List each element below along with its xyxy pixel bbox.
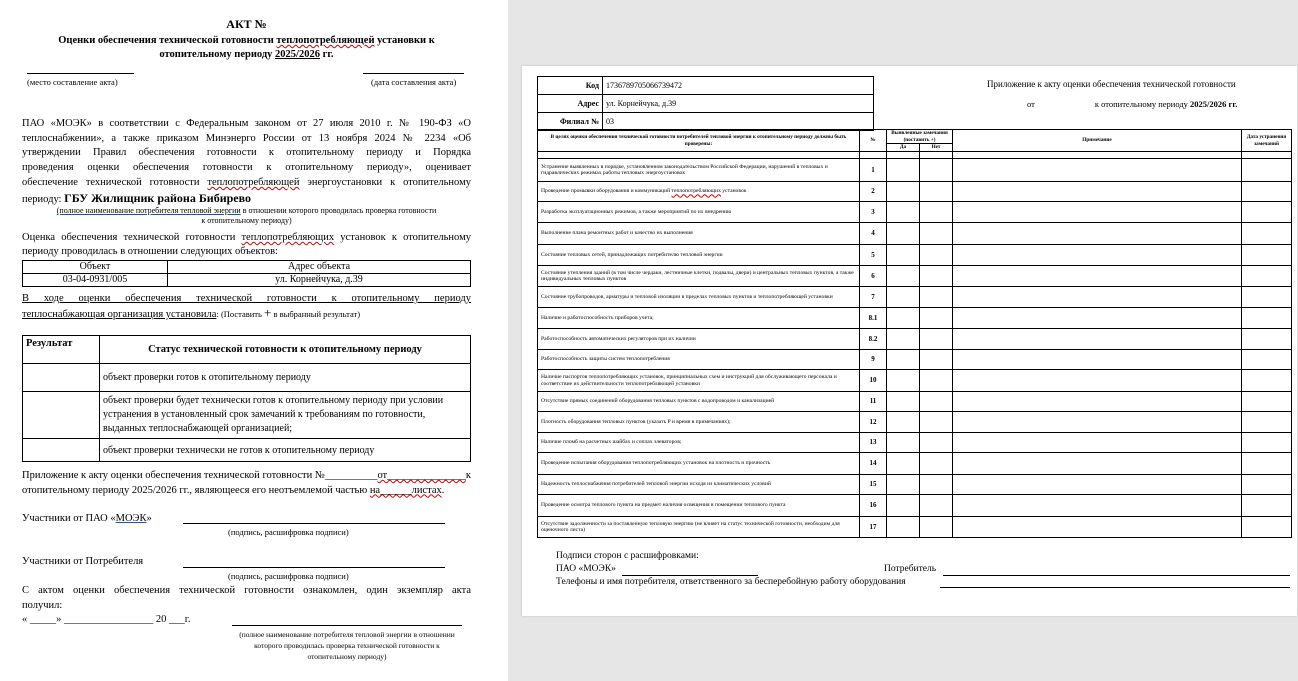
act-page xyxy=(0,0,508,681)
check-item-text: Плотность оборудования тепловых пунктов (указать P и время в примечаниях); xyxy=(538,412,860,433)
check-date-cell[interactable] xyxy=(1242,495,1292,517)
checklist-row xyxy=(538,370,1292,392)
kod-label: Код xyxy=(538,77,603,95)
check-item-number: 10 xyxy=(860,370,887,392)
checklist-row xyxy=(538,308,1292,329)
checklist-row xyxy=(538,202,1292,223)
appendix-paragraph: Приложение к акту оценки обеспечения технической готовности №__________от_______________к отопительному периоду 2025/2026 гг., являющееся его неотъемлемой частью на______листах. xyxy=(22,470,471,496)
result-cell-1[interactable] xyxy=(23,364,100,392)
checklist-row xyxy=(538,495,1292,517)
signs-consumer-label: Потребитель xyxy=(884,564,937,574)
check-item-text: Проведение испытания оборудования теплопотребляющих установок на плотность и прочность xyxy=(538,453,860,475)
check-yes-cell[interactable] xyxy=(887,392,920,412)
check-item-text: Выполнение плана ремонтных работ и качество их выполнения xyxy=(538,223,860,245)
check-note-cell[interactable] xyxy=(953,223,1242,245)
check-no-cell[interactable] xyxy=(920,245,953,266)
objects-paragraph: Оценка обеспечения технической готовности теплопотребляющих установок к отопительному периоду проводилась в отношении следующих объектов: xyxy=(22,232,471,257)
check-item-number: 7 xyxy=(860,287,887,308)
result-head: Результат xyxy=(23,336,100,364)
check-item-number: 5 xyxy=(860,245,887,266)
check-yes-cell[interactable] xyxy=(887,308,920,329)
result-cell-3[interactable] xyxy=(23,439,100,462)
checklist-row xyxy=(538,517,1292,538)
check-no-cell[interactable] xyxy=(920,159,953,182)
check-item-text: Работоспособность автоматических регуляторов при их наличии xyxy=(538,329,860,350)
check-item-number: 11 xyxy=(860,392,887,412)
checklist-row xyxy=(538,182,1292,202)
check-note-cell[interactable] xyxy=(953,412,1242,433)
checklist-row xyxy=(538,475,1292,495)
check-item-text: Отсутствие задолженности за поставленную тепловую энергию (не влияет на статус технической готовности, необходим для оценочного листа) xyxy=(538,517,860,538)
check-item-text: Наличие пломб на расчетных шайбах и соплах элеваторов; xyxy=(538,433,860,453)
consumer-name: ГБУ Жилищник района Бибирево xyxy=(64,190,252,205)
final-signature-note: (полное наименование потребителя тепловой энергии в отношении которого проводилась проверка технической готовности к отопительному периоду) xyxy=(239,630,455,661)
check-date-cell[interactable] xyxy=(1242,287,1292,308)
check-yes-cell[interactable] xyxy=(887,223,920,245)
status-not-ready: объект проверки технически не готов к отопительному периоду xyxy=(100,439,471,462)
check-note-cell[interactable] xyxy=(953,245,1242,266)
check-item-text: Проведение осмотра теплового пункта на предмет наличия освещения в помещении теплового пункта xyxy=(538,495,860,517)
check-no-cell[interactable] xyxy=(920,495,953,517)
check-item-number: 6 xyxy=(860,266,887,287)
checklist-row xyxy=(538,245,1292,266)
check-item-text: Разработка эксплуатационных режимов, а также мероприятий по их внедрению xyxy=(538,202,860,223)
head-num: № xyxy=(860,130,887,152)
check-date-cell[interactable] xyxy=(1242,517,1292,538)
check-item-number: 2 xyxy=(860,182,887,202)
signs-moek-line[interactable] xyxy=(622,575,758,576)
status-head: Статус технической готовности к отопительному периоду xyxy=(100,336,471,364)
check-no-cell[interactable] xyxy=(920,287,953,308)
check-no-cell[interactable] xyxy=(920,350,953,370)
consumer-participants-label: Участники от Потребителя xyxy=(22,556,144,567)
acquainted-date[interactable]: « _____» _________________ 20 ___г. xyxy=(22,614,191,625)
check-item-number: 8.2 xyxy=(860,329,887,350)
appendix-subtitle: от к отопительному периоду 2025/2026 гг. xyxy=(1027,99,1238,109)
branch-label: Филиал № xyxy=(538,113,603,131)
check-date-cell[interactable] xyxy=(1242,370,1292,392)
check-yes-cell[interactable] xyxy=(887,159,920,182)
kod-table xyxy=(537,76,874,131)
checklist-row xyxy=(538,392,1292,412)
check-item-number: 3 xyxy=(860,202,887,223)
check-no-cell[interactable] xyxy=(920,475,953,495)
object-address: ул. Корнейчука, д.39 xyxy=(168,274,471,287)
check-date-cell[interactable] xyxy=(1242,223,1292,245)
act-title: АКТ № xyxy=(226,17,267,31)
check-yes-cell[interactable] xyxy=(887,245,920,266)
check-note-cell[interactable] xyxy=(953,266,1242,287)
date-label: (дата составления акта) xyxy=(371,77,457,87)
check-item-number: 1 xyxy=(860,159,887,182)
appendix-title: Приложение к акту оценки обеспечения технической готовности xyxy=(987,79,1236,89)
objects-head-object: Объект xyxy=(23,261,168,274)
head-date: Дата устранения замечаний xyxy=(1242,130,1292,152)
check-no-cell[interactable] xyxy=(920,433,953,453)
signs-phones-line[interactable] xyxy=(940,587,1290,588)
check-item-text: Проведение промывки оборудования и коммуникаций теплопотребляющих установок xyxy=(538,182,860,202)
checklist-row xyxy=(538,223,1292,245)
check-note-cell[interactable] xyxy=(953,392,1242,412)
check-note-cell[interactable] xyxy=(953,453,1242,475)
check-date-cell[interactable] xyxy=(1242,453,1292,475)
consumer-note: (полное наименование потребителя тепловой энергии в отношении которого проводилась проверка готовности к отопительному периоду) xyxy=(56,206,437,225)
check-item-text: Наличие и работоспособность приборов учета; xyxy=(538,308,860,329)
check-date-cell[interactable] xyxy=(1242,202,1292,223)
checklist-row xyxy=(538,287,1292,308)
check-date-cell[interactable] xyxy=(1242,308,1292,329)
check-date-cell[interactable] xyxy=(1242,182,1292,202)
check-yes-cell[interactable] xyxy=(887,287,920,308)
check-note-cell[interactable] xyxy=(953,350,1242,370)
check-item-number: 9 xyxy=(860,350,887,370)
check-item-number: 14 xyxy=(860,453,887,475)
result-table xyxy=(22,335,471,462)
check-item-number: 4 xyxy=(860,223,887,245)
head-note: Примечание xyxy=(953,130,1242,152)
moek-signature-label: (подпись, расшифровка подписи) xyxy=(228,527,349,537)
check-note-cell[interactable] xyxy=(953,159,1242,182)
check-item-text: Состояние трубопроводов, арматуры и тепловой изоляции в пределах тепловых пунктов и теплопотребляющей установки xyxy=(538,287,860,308)
place-label: (место составление акта) xyxy=(27,77,118,87)
place-line[interactable] xyxy=(27,73,134,74)
consumer-signature-line[interactable] xyxy=(183,567,445,568)
check-item-text: Устранение выявленных в порядке, установленном законодательством Российской Федерации, нарушений в тепловых и гидравлических режимах работы тепловых энергоустановок xyxy=(538,159,860,182)
check-item-text: Наличие паспортов теплопотребляющих установок, принципиальных схем и инструкций для обслуживающего персонала и соответствие их действительности теплопотребляющей установки xyxy=(538,370,860,392)
check-item-text: Отсутствие прямых соединений оборудования тепловых пунктов с водопроводом и канализацией xyxy=(538,392,860,412)
check-note-cell[interactable] xyxy=(953,182,1242,202)
check-no-cell[interactable] xyxy=(920,223,953,245)
check-item-number: 12 xyxy=(860,412,887,433)
check-no-cell[interactable] xyxy=(920,517,953,538)
head-no: Нет xyxy=(920,144,953,152)
check-note-cell[interactable] xyxy=(953,287,1242,308)
head-yes: Да xyxy=(887,144,920,152)
check-yes-cell[interactable] xyxy=(887,202,920,223)
check-item-text: Состояние тепловых сетей, принадлежащих потребителю тепловой энергии xyxy=(538,245,860,266)
check-note-cell[interactable] xyxy=(953,495,1242,517)
check-yes-cell[interactable] xyxy=(887,182,920,202)
moek-signature-line[interactable] xyxy=(183,523,445,524)
signs-title: Подписи сторон с расшифровками: xyxy=(556,551,699,561)
appendix-page xyxy=(522,66,1297,616)
check-no-cell[interactable] xyxy=(920,453,953,475)
check-item-number: 13 xyxy=(860,433,887,453)
check-item-text: Надежность теплоснабжения потребителей тепловой энергии исходя из климатических условий xyxy=(538,475,860,495)
intro-paragraph: ПАО «МОЭК» в соответствии с Федеральным законом от 27 июля 2010 г. № 190-ФЗ «О теплоснабжении», а также приказом Минэнерго России от 13 ноября 2024 № 2234 «Об утверждении Правил обеспечения готовности к отопительному периоду и Порядка проведения оценки обеспечения готовности к отопительному периоду», оценивает обеспечение технической готовности теплопотребляющей энергоустановки к отопительному периоду: ГБУ Жилищник района Бибирево xyxy=(22,118,472,205)
check-yes-cell[interactable] xyxy=(887,370,920,392)
check-item-text: Работоспособность защиты систем теплопотребления xyxy=(538,350,860,370)
check-item-number: 8.1 xyxy=(860,308,887,329)
check-date-cell[interactable] xyxy=(1242,433,1292,453)
check-date-cell[interactable] xyxy=(1242,412,1292,433)
checklist-row xyxy=(538,453,1292,475)
check-note-cell[interactable] xyxy=(953,433,1242,453)
head-found: Выявленные замечания (поставить +) xyxy=(887,130,953,144)
check-item-number: 16 xyxy=(860,495,887,517)
address-label: Адрес xyxy=(538,95,603,113)
check-note-cell[interactable] xyxy=(953,308,1242,329)
check-note-cell[interactable] xyxy=(953,517,1242,538)
final-signature-line[interactable] xyxy=(232,625,462,626)
objects-head-address: Адрес объекта xyxy=(168,261,471,274)
check-yes-cell[interactable] xyxy=(887,475,920,495)
check-no-cell[interactable] xyxy=(920,202,953,223)
kod-value: 1736789705066739472 xyxy=(603,77,874,95)
signs-moek-label: ПАО «МОЭК» xyxy=(556,564,616,574)
check-date-cell[interactable] xyxy=(1242,245,1292,266)
check-note-cell[interactable] xyxy=(953,370,1242,392)
check-yes-cell[interactable] xyxy=(887,433,920,453)
check-no-cell[interactable] xyxy=(920,182,953,202)
act-subtitle: Оценки обеспечения технической готовности теплопотребляющей установки к отопительному периоду 2025/2026 гг. xyxy=(58,35,435,60)
check-no-cell[interactable] xyxy=(920,266,953,287)
check-date-cell[interactable] xyxy=(1242,475,1292,495)
check-yes-cell[interactable] xyxy=(887,266,920,287)
signs-consumer-line[interactable] xyxy=(943,575,1290,576)
status-ready: объект проверки готов к отопительному периоду xyxy=(100,364,471,392)
consumer-signature-label: (подпись, расшифровка подписи) xyxy=(228,571,349,581)
checklist-row xyxy=(538,412,1292,433)
result-cell-2[interactable] xyxy=(23,392,100,439)
checklist-table xyxy=(537,129,1292,538)
check-note-cell[interactable] xyxy=(953,202,1242,223)
check-date-cell[interactable] xyxy=(1242,159,1292,182)
check-no-cell[interactable] xyxy=(920,412,953,433)
checklist-row xyxy=(538,159,1292,182)
check-note-cell[interactable] xyxy=(953,475,1242,495)
acquainted-paragraph: С актом оценки обеспечения технической готовности ознакомлен, один экземпляр акта получил: xyxy=(22,585,471,611)
check-date-cell[interactable] xyxy=(1242,392,1292,412)
check-item-number: 17 xyxy=(860,517,887,538)
check-date-cell[interactable] xyxy=(1242,329,1292,350)
check-yes-cell[interactable] xyxy=(887,350,920,370)
check-item-text: Состояние утепления зданий (в том числе чердаки, лестничные клетки, подвалы, двери) и центральных тепловых пунктов, а также индивидуальных тепловых пунктов xyxy=(538,266,860,287)
checklist-row xyxy=(538,433,1292,453)
signs-phones-label: Телефоны и имя потребителя, ответственного за бесперебойную работу оборудования xyxy=(556,577,906,587)
check-date-cell[interactable] xyxy=(1242,350,1292,370)
check-date-cell[interactable] xyxy=(1242,266,1292,287)
checklist-row xyxy=(538,350,1292,370)
check-no-cell[interactable] xyxy=(920,329,953,350)
checklist-row xyxy=(538,329,1292,350)
check-yes-cell[interactable] xyxy=(887,495,920,517)
objects-table xyxy=(22,260,471,287)
moek-participants-label: Участники от ПАО «МОЭК» xyxy=(22,513,152,524)
check-note-cell[interactable] xyxy=(953,329,1242,350)
check-item-number: 15 xyxy=(860,475,887,495)
checklist-row xyxy=(538,266,1292,287)
address-value: ул. Корнейчука, д.39 xyxy=(603,95,874,113)
check-yes-cell[interactable] xyxy=(887,517,920,538)
check-no-cell[interactable] xyxy=(920,392,953,412)
check-yes-cell[interactable] xyxy=(887,412,920,433)
date-line[interactable] xyxy=(363,73,464,74)
object-id: 03-04-0931/005 xyxy=(23,274,168,287)
head-check: В целях оценки обеспечения технической готовности потребителей тепловой энергии к отопительному периоду должны быть проверены: xyxy=(538,130,860,152)
check-yes-cell[interactable] xyxy=(887,453,920,475)
during-paragraph: В ходе оценки обеспечения технической готовности к отопительному периоду теплоснабжающая организация установила: (Поставить + в выбранный результат) xyxy=(22,293,471,320)
status-conditional: объект проверки будет технически готов к отопительному периоду при условии устранения в установленный срок замечаний к требованиям по готовности, выданных теплоснабжающей организацией; xyxy=(100,392,471,439)
branch-value: 03 xyxy=(603,113,874,131)
check-no-cell[interactable] xyxy=(920,308,953,329)
check-no-cell[interactable] xyxy=(920,370,953,392)
check-yes-cell[interactable] xyxy=(887,329,920,350)
